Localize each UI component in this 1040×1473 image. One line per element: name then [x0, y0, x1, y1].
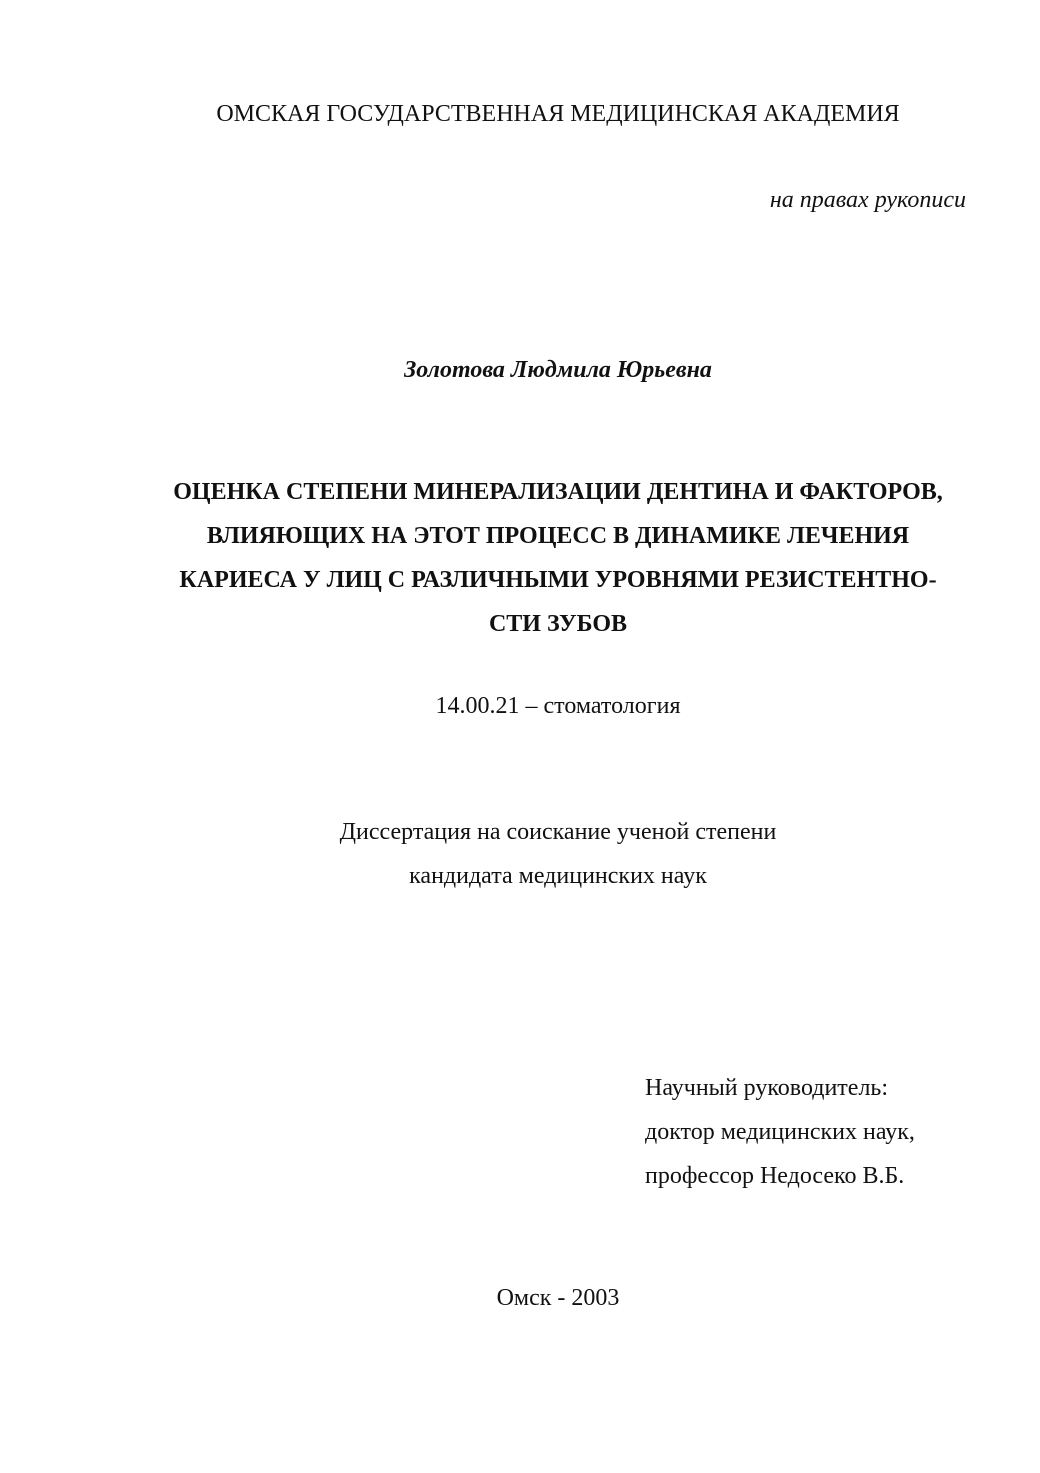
city-year: Омск - 2003: [496, 1285, 620, 1311]
title-line: СТИ ЗУБОВ: [488, 611, 628, 637]
institution-name: ОМСКАЯ ГОСУДАРСТВЕННАЯ МЕДИЦИНСКАЯ АКАДЕМИЯ: [216, 101, 900, 127]
degree-line: Диссертация на соискание ученой степени: [339, 819, 777, 845]
manuscript-note: на правах рукописи: [769, 187, 966, 213]
specialty-code: 14.00.21 – стоматология: [435, 693, 681, 719]
author-name: Золотова Людмила Юрьевна: [404, 357, 712, 383]
title-line: ВЛИЯЮЩИХ НА ЭТОТ ПРОЦЕСС В ДИНАМИКЕ ЛЕЧЕНИЯ: [206, 523, 910, 549]
degree-line: кандидата медицинских наук: [409, 863, 707, 889]
supervisor-line: Научный руководитель:: [645, 1075, 889, 1101]
supervisor-line: профессор Недосеко В.Б.: [645, 1163, 905, 1189]
title-line: ОЦЕНКА СТЕПЕНИ МИНЕРАЛИЗАЦИИ ДЕНТИНА И ФАКТОРОВ,: [173, 479, 943, 505]
degree-statement: [0, 818, 1040, 906]
dissertation-title: [0, 478, 1040, 654]
title-line: КАРИЕСА У ЛИЦ С РАЗЛИЧНЫМИ УРОВНЯМИ РЕЗИСТЕНТНО-: [179, 567, 937, 593]
supervisor-block: [645, 1074, 915, 1206]
supervisor-line: доктор медицинских наук,: [645, 1119, 915, 1145]
